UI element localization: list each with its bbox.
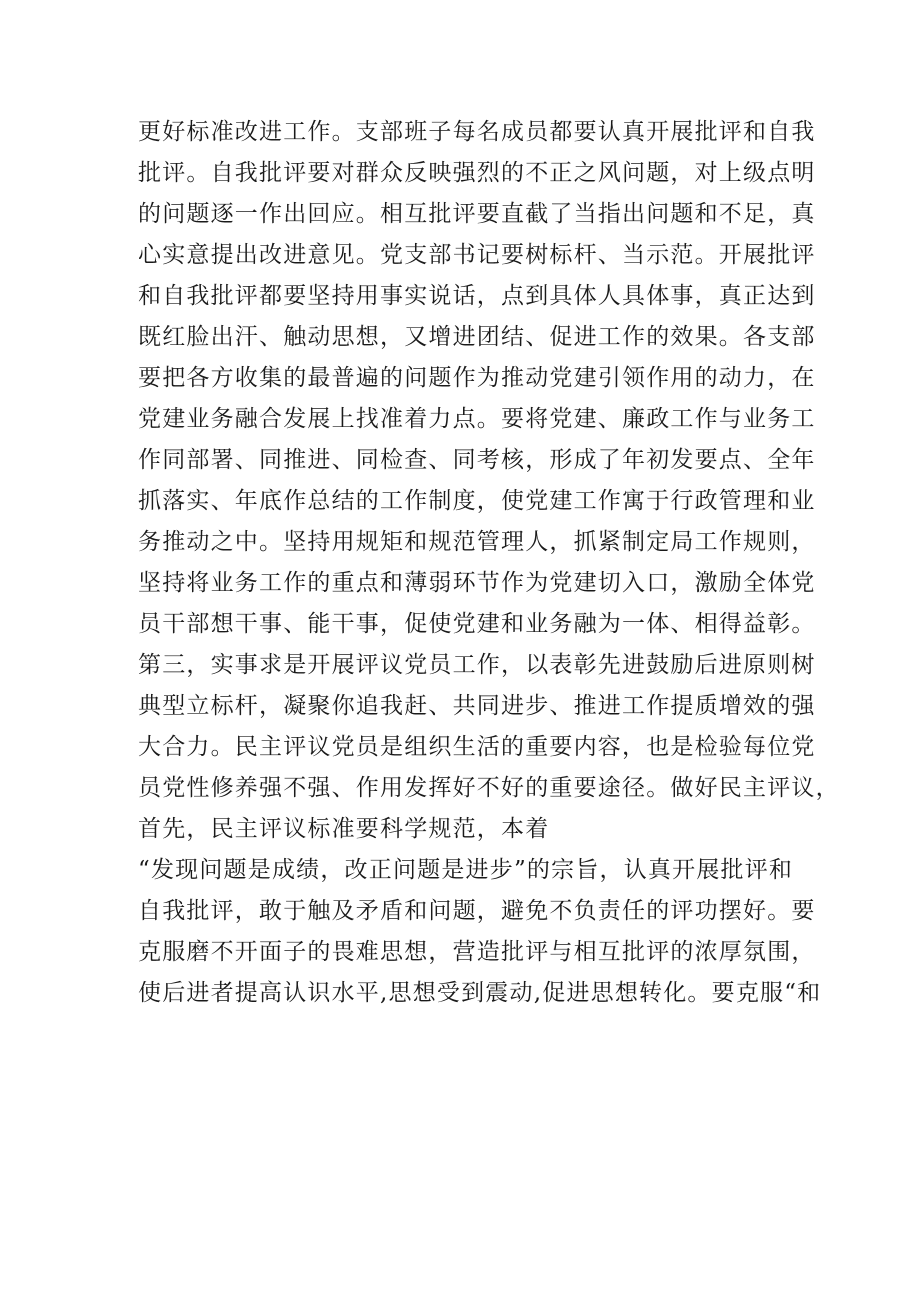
text-line: 抓落实、年底作总结的工作制度，使党建工作寓于行政管理和业 <box>138 488 816 514</box>
text-line: 心实意提出改进意见。党支部书记要树标杆、当示范。开展批评 <box>138 242 816 268</box>
text-line: 克服磨不开面子的畏难思想，营造批评与相互批评的浓厚氛围， <box>138 939 816 965</box>
text-line: 既红脸出汗、触动思想，又增进团结、促进工作的效果。各支部 <box>138 324 816 350</box>
text-line: 坚持将业务工作的重点和薄弱环节作为党建切入口，激励全体党 <box>138 570 816 596</box>
text-line: 使后进者提高认识水平,思想受到震动,促进思想转化。要克服“和 <box>138 980 822 1006</box>
text-line: 务推动之中。坚持用规矩和规范管理人，抓紧制定局工作规则， <box>138 529 816 555</box>
text-line: 批评。自我批评要对群众反映强烈的不正之风问题，对上级点明 <box>138 160 816 186</box>
text-line: 党建业务融合发展上找准着力点。要将党建、廉政工作与业务工 <box>138 406 816 432</box>
text-line: 更好标准改进工作。支部班子每名成员都要认真开展批评和自我 <box>138 119 816 145</box>
text-line: 的问题逐一作出回应。相互批评要直截了当指出问题和不足，真 <box>138 201 816 227</box>
text-line: 自我批评，敢于触及矛盾和问题，避免不负责任的评功摆好。要 <box>138 898 816 924</box>
body-text <box>138 112 840 1014</box>
text-line: 大合力。民主评议党员是组织生活的重要内容，也是检验每位党 <box>138 734 816 760</box>
text-line: 员干部想干事、能干事，促使党建和业务融为一体、相得益彰。 <box>138 611 816 637</box>
text-line: 作同部署、同推进、同检查、同考核，形成了年初发要点、全年 <box>138 447 816 473</box>
text-line: 和自我批评都要坚持用事实说话，点到具体人具体事，真正达到 <box>138 283 816 309</box>
text-line: 首先，民主评议标准要科学规范，本着 <box>138 816 550 842</box>
text-line: 员党性修养强不强、作用发挥好不好的重要途径。做好民主评议， <box>138 775 840 801</box>
text-line: “发现问题是成绩，改正问题是进步”的宗旨，认真开展批评和 <box>138 857 794 883</box>
text-line: 要把各方收集的最普遍的问题作为推动党建引领作用的动力，在 <box>138 365 816 391</box>
text-line: 第三，实事求是开展评议党员工作，以表彰先进鼓励后进原则树 <box>138 652 816 678</box>
text-line: 典型立标杆，凝聚你追我赶、共同进步、推进工作提质增效的强 <box>138 693 816 719</box>
